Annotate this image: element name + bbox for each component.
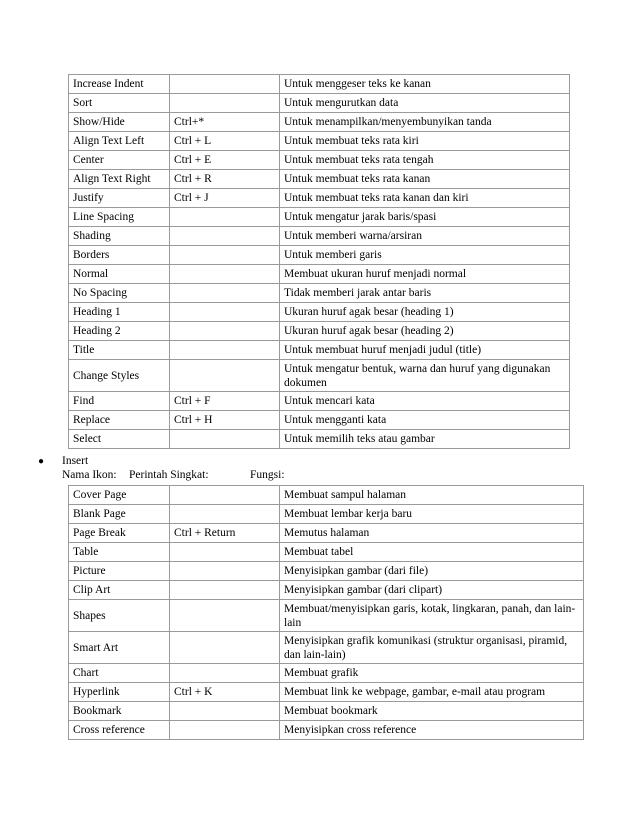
cell-function: Untuk mengganti kata xyxy=(280,411,570,430)
cell-icon-name: Heading 2 xyxy=(69,322,170,341)
cell-icon-name: Change Styles xyxy=(69,360,170,392)
cell-function: Membuat link ke webpage, gambar, e-mail atau program xyxy=(280,683,584,702)
cell-shortcut xyxy=(170,543,280,562)
cell-function: Membuat grafik xyxy=(280,664,584,683)
table-row xyxy=(69,543,584,562)
cell-function: Untuk membuat teks rata kanan xyxy=(280,170,570,189)
table-row xyxy=(69,683,584,702)
home-table-body xyxy=(69,75,570,449)
table-row xyxy=(69,113,570,132)
cell-shortcut xyxy=(170,227,280,246)
cell-shortcut xyxy=(170,581,280,600)
cell-shortcut xyxy=(170,632,280,664)
cell-function: Tidak memberi jarak antar baris xyxy=(280,284,570,303)
table-row xyxy=(69,600,584,632)
cell-shortcut: Ctrl + K xyxy=(170,683,280,702)
table-row xyxy=(69,392,570,411)
cell-shortcut xyxy=(170,284,280,303)
table-row xyxy=(69,411,570,430)
table-row xyxy=(69,322,570,341)
cell-shortcut xyxy=(170,94,280,113)
cell-function: Membuat tabel xyxy=(280,543,584,562)
cell-shortcut xyxy=(170,702,280,721)
cell-icon-name: Cover Page xyxy=(69,486,170,505)
table-row xyxy=(69,170,570,189)
cell-shortcut xyxy=(170,360,280,392)
table-row xyxy=(69,524,584,543)
table-row xyxy=(69,94,570,113)
cell-shortcut xyxy=(170,600,280,632)
cell-icon-name: Select xyxy=(69,430,170,449)
cell-shortcut: Ctrl + E xyxy=(170,151,280,170)
cell-shortcut xyxy=(170,505,280,524)
cell-icon-name: Blank Page xyxy=(69,505,170,524)
cell-icon-name: Center xyxy=(69,151,170,170)
cell-shortcut xyxy=(170,75,280,94)
table-row xyxy=(69,341,570,360)
cell-function: Untuk memberi warna/arsiran xyxy=(280,227,570,246)
cell-icon-name: Smart Art xyxy=(69,632,170,664)
cell-shortcut xyxy=(170,721,280,740)
table-row xyxy=(69,360,570,392)
table-row xyxy=(69,208,570,227)
table-row xyxy=(69,132,570,151)
cell-shortcut xyxy=(170,246,280,265)
cell-shortcut: Ctrl + F xyxy=(170,392,280,411)
table-row xyxy=(69,430,570,449)
cell-icon-name: Title xyxy=(69,341,170,360)
cell-icon-name: Borders xyxy=(69,246,170,265)
header-function: Fungsi: xyxy=(250,469,285,481)
cell-icon-name: Chart xyxy=(69,664,170,683)
cell-function: Untuk menampilkan/menyembunyikan tanda xyxy=(280,113,570,132)
cell-function: Membuat ukuran huruf menjadi normal xyxy=(280,265,570,284)
header-icon-name: Nama Ikon: xyxy=(62,469,117,481)
cell-shortcut: Ctrl + H xyxy=(170,411,280,430)
cell-icon-name: Line Spacing xyxy=(69,208,170,227)
cell-shortcut xyxy=(170,208,280,227)
cell-shortcut: Ctrl+* xyxy=(170,113,280,132)
bullet-icon: ● xyxy=(38,456,45,467)
cell-function: Untuk mengurutkan data xyxy=(280,94,570,113)
cell-shortcut: Ctrl + Return xyxy=(170,524,280,543)
cell-icon-name: Picture xyxy=(69,562,170,581)
cell-icon-name: No Spacing xyxy=(69,284,170,303)
cell-function: Untuk membuat teks rata kanan dan kiri xyxy=(280,189,570,208)
cell-function: Untuk memberi garis xyxy=(280,246,570,265)
insert-table-body xyxy=(69,486,584,740)
table-row xyxy=(69,505,584,524)
cell-icon-name: Normal xyxy=(69,265,170,284)
cell-icon-name: Sort xyxy=(69,94,170,113)
cell-icon-name: Clip Art xyxy=(69,581,170,600)
cell-icon-name: Replace xyxy=(69,411,170,430)
cell-function: Menyisipkan gambar (dari file) xyxy=(280,562,584,581)
table-row xyxy=(69,562,584,581)
insert-section-title: Insert xyxy=(62,455,89,467)
cell-function: Ukuran huruf agak besar (heading 1) xyxy=(280,303,570,322)
table-row xyxy=(69,664,584,683)
cell-function: Untuk memilih teks atau gambar xyxy=(280,430,570,449)
cell-function: Untuk mencari kata xyxy=(280,392,570,411)
cell-shortcut xyxy=(170,322,280,341)
cell-shortcut: Ctrl + L xyxy=(170,132,280,151)
cell-icon-name: Find xyxy=(69,392,170,411)
cell-icon-name: Table xyxy=(69,543,170,562)
cell-function: Untuk menggeser teks ke kanan xyxy=(280,75,570,94)
table-row xyxy=(69,632,584,664)
table-row xyxy=(69,75,570,94)
table-row xyxy=(69,303,570,322)
table-row xyxy=(69,265,570,284)
table-row xyxy=(69,151,570,170)
cell-icon-name: Justify xyxy=(69,189,170,208)
home-commands-table xyxy=(68,74,570,449)
cell-shortcut xyxy=(170,303,280,322)
cell-function: Untuk membuat teks rata tengah xyxy=(280,151,570,170)
cell-function: Untuk mengatur bentuk, warna dan huruf yang digunakan dokumen xyxy=(280,360,570,392)
cell-shortcut xyxy=(170,664,280,683)
cell-function: Untuk mengatur jarak baris/spasi xyxy=(280,208,570,227)
cell-icon-name: Cross reference xyxy=(69,721,170,740)
cell-function: Untuk membuat huruf menjadi judul (title) xyxy=(280,341,570,360)
cell-icon-name: Hyperlink xyxy=(69,683,170,702)
cell-icon-name: Bookmark xyxy=(69,702,170,721)
cell-function: Membuat lembar kerja baru xyxy=(280,505,584,524)
cell-icon-name: Heading 1 xyxy=(69,303,170,322)
table-row xyxy=(69,227,570,246)
cell-shortcut xyxy=(170,341,280,360)
cell-function: Membuat/menyisipkan garis, kotak, lingkaran, panah, dan lain-lain xyxy=(280,600,584,632)
table-row xyxy=(69,284,570,303)
cell-function: Ukuran huruf agak besar (heading 2) xyxy=(280,322,570,341)
cell-shortcut xyxy=(170,486,280,505)
cell-function: Menyisipkan gambar (dari clipart) xyxy=(280,581,584,600)
table-row xyxy=(69,721,584,740)
header-shortcut: Perintah Singkat: xyxy=(129,469,209,481)
cell-function: Menyisipkan grafik komunikasi (struktur organisasi, piramid, dan lain-lain) xyxy=(280,632,584,664)
cell-function: Untuk membuat teks rata kiri xyxy=(280,132,570,151)
cell-icon-name: Page Break xyxy=(69,524,170,543)
cell-icon-name: Align Text Left xyxy=(69,132,170,151)
cell-icon-name: Align Text Right xyxy=(69,170,170,189)
cell-icon-name: Shapes xyxy=(69,600,170,632)
cell-function: Menyisipkan cross reference xyxy=(280,721,584,740)
cell-shortcut: Ctrl + R xyxy=(170,170,280,189)
cell-function: Memutus halaman xyxy=(280,524,584,543)
cell-function: Membuat bookmark xyxy=(280,702,584,721)
cell-shortcut xyxy=(170,430,280,449)
cell-function: Membuat sampul halaman xyxy=(280,486,584,505)
table-row xyxy=(69,702,584,721)
table-row xyxy=(69,189,570,208)
insert-column-headers xyxy=(62,469,285,481)
cell-shortcut xyxy=(170,265,280,284)
table-row xyxy=(69,486,584,505)
cell-icon-name: Shading xyxy=(69,227,170,246)
cell-icon-name: Increase Indent xyxy=(69,75,170,94)
cell-icon-name: Show/Hide xyxy=(69,113,170,132)
table-row xyxy=(69,246,570,265)
cell-shortcut: Ctrl + J xyxy=(170,189,280,208)
insert-commands-table xyxy=(68,485,584,740)
table-row xyxy=(69,581,584,600)
cell-shortcut xyxy=(170,562,280,581)
